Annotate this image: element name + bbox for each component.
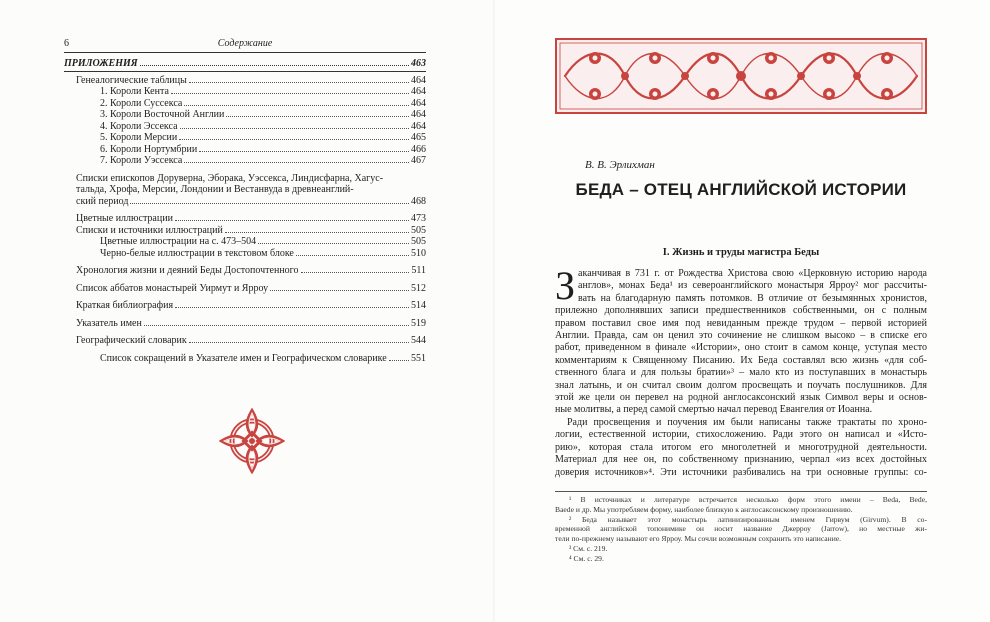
toc-entry-page: 463 [411, 58, 426, 69]
toc-entry [64, 236, 426, 248]
toc-entry-page: 473 [411, 213, 426, 224]
toc-entry-page: 544 [411, 335, 426, 346]
toc-leader-dots [184, 105, 409, 106]
toc-entry-title: 1. Короли Кента [100, 86, 169, 97]
drop-cap: З [555, 263, 576, 308]
toc-leader-dots [189, 342, 409, 343]
toc-leader-dots [179, 139, 409, 140]
toc-entry-title: Цветные иллюстрации на с. 473–504 [100, 236, 257, 247]
toc-leader-dots [296, 255, 409, 256]
toc-entry-title-line: тальда, Хрофа, Мерсии, Лондонии и Вестанвуда в древнеанглий- [76, 184, 354, 195]
toc-entry [64, 144, 426, 156]
text-line: рию», которая стала итогом его многолетней и многотрудной деятельности. [555, 441, 927, 453]
running-head [64, 38, 426, 53]
footnote-line: ² Беда называет этот монастырь латинизированным именем Гирвум (Girvum). В со- [569, 514, 927, 524]
text-line: Материал для нее он, по собственному признанию, черпал «из всех достойных [555, 454, 927, 466]
toc-entry-title: 4. Короли Эссекса [100, 120, 178, 132]
toc-entry-page: 466 [411, 143, 426, 155]
footnote [555, 515, 927, 544]
toc-entry-title: 5. Короли Мерсии [100, 132, 178, 143]
toc-entry-title: Генеалогические таблицы [76, 74, 187, 86]
toc-entry [64, 75, 426, 87]
toc-entry [64, 318, 426, 330]
article-title: БЕДА – ОТЕЦ АНГЛИЙСКОЙ ИСТОРИИ [575, 180, 907, 199]
toc-leader-dots [175, 220, 409, 221]
text-line: Англии. Правда, сам он ценил это сочинение не слишком высоко – в списке его [555, 330, 927, 342]
toc-leader-dots [258, 243, 409, 244]
toc-leader-dots [180, 128, 409, 129]
footnotes [555, 495, 927, 564]
toc-entry-title: ский период [76, 195, 129, 207]
footnote-line: ⁴ См. с. 29. [569, 553, 604, 563]
toc-entry [64, 58, 426, 72]
toc-entry-title: Черно-белые иллюстрации в текстовом блоке [100, 247, 294, 259]
toc-entry-page: 464 [411, 97, 426, 109]
toc-entry-page: 467 [411, 155, 426, 166]
footnote-line: Baede и др. Мы употребляем форму, наиболее близкую к англосаксонскому произношению. [555, 504, 853, 514]
toc-entry [76, 196, 426, 208]
toc-entry-page: 464 [411, 74, 426, 86]
toc-entry-page: 519 [411, 317, 426, 329]
text-line: правом поставил свое имя под невиданным прежде трудом – первой историей [555, 317, 927, 329]
page-number: 6 [64, 38, 69, 49]
toc-entry-page: 551 [411, 352, 426, 364]
text-line: доверия источников»⁴. Эти источники разбивались на три основные группы: со- [555, 466, 927, 478]
toc-entry-title: 6. Короли Нортумбрии [100, 143, 198, 155]
toc-entry [64, 86, 426, 98]
text-line: знал латынь, и он считал своим долгом просвещать и поучать послушников. Для [555, 379, 927, 391]
toc-entry-title: ПРИЛОЖЕНИЯ [64, 58, 138, 69]
toc-entry-title: Список сокращений в Указателе имен и Географическом словарике [100, 352, 387, 364]
toc-entry-page: 464 [411, 109, 426, 120]
toc-leader-dots [130, 203, 409, 204]
toc-leader-dots [144, 325, 409, 326]
toc-entry-title: 3. Короли Восточной Англии [100, 109, 225, 120]
footnote-line: тели по-прежнему называют его Ярроу. Мы сочли возможным сохранить это написание. [555, 534, 842, 544]
toc-entry [64, 353, 426, 365]
footnote-line: ¹ В источниках и литературе встречается несколько форм этого имени – Beda, Bede, [569, 495, 927, 504]
toc-entry-bishops [64, 173, 426, 208]
text-line: прилежно дополнявших записи предшественников собственными, он с полным [555, 305, 927, 317]
article-body [555, 263, 927, 479]
toc-entry-title: Хронология жизни и деяний Беды Достопочтенного [76, 265, 299, 276]
toc-leader-dots [184, 162, 409, 163]
text-line: логии, естественной истории, стихосложению. Ради этого он написал и «Исто- [555, 429, 927, 441]
table-of-contents [64, 58, 426, 364]
text-line: вать на благодарную память потомков. В отличие от безымянных хронистов, [578, 292, 927, 304]
toc-leader-dots [140, 65, 409, 66]
text-line: ные молитвы, а перед самой смертью начал перевод Евангелия от Иоанна. [555, 404, 873, 416]
toc-entry-page: 505 [411, 236, 426, 247]
text-line: Ради просвещения и поучения им были написаны также трактаты по хроно- [567, 416, 927, 428]
toc-entry-title: 7. Короли Уэссекса [100, 155, 183, 166]
toc-entry [64, 121, 426, 133]
toc-entry-page: 464 [411, 86, 426, 97]
text-line: аканчивая в 731 г. от Рождества Христова свою «Церковную историю народа [578, 268, 927, 279]
toc-entry-page: 510 [411, 247, 426, 259]
toc-entry-page: 468 [411, 195, 426, 207]
text-line: комментариям к Священному Писанию. Их Беда составлял всю жизнь «для соб- [555, 354, 927, 366]
footnote-rule [555, 491, 927, 492]
toc-entry [64, 283, 426, 295]
toc-entry-title: Цветные иллюстрации [76, 213, 173, 224]
section-heading: I. Жизнь и труды магистра Беды [662, 247, 820, 258]
toc-leader-dots [270, 290, 409, 291]
toc-entry-title: 2. Короли Суссекса [100, 97, 183, 109]
toc-entry [64, 265, 426, 277]
toc-leader-dots [389, 360, 409, 361]
toc-entry-title: Указатель имен [76, 317, 142, 329]
celtic-cross-knot-icon [219, 408, 285, 474]
toc-leader-dots [171, 93, 409, 94]
toc-entry-page: 512 [411, 282, 426, 294]
toc-entry-title: Географический словарик [76, 335, 187, 346]
footnote-line: временной английской топонимике он носит название Джерроу (Jarrow), но местные жи- [555, 524, 927, 534]
toc-leader-dots [226, 116, 409, 117]
toc-entry-page: 514 [411, 300, 426, 311]
text-line: этой же цели он перевел на родной англосаксонский язык Символ веры и основ- [555, 392, 927, 404]
text-line: англов», монах Беда¹ из североанглийского монастыря Ярроу² мог рассчиты- [578, 280, 927, 292]
footnote [555, 554, 927, 564]
paragraph-1 [555, 263, 927, 417]
article-author: В. В. Эрлихман [585, 159, 655, 171]
toc-leader-dots [199, 151, 409, 152]
toc-entry-title: Списки и источники иллюстраций [76, 224, 223, 236]
running-title: Содержание [217, 38, 273, 49]
toc-leader-dots [189, 82, 409, 83]
right-page [495, 0, 990, 622]
floral-scroll-banner-icon [555, 38, 927, 114]
text-line: ственного блага и для пользы братии»³ – мало кто из поступавших в монастырь [555, 367, 927, 379]
toc-entry [64, 132, 426, 144]
toc-entry-title-line: Списки епископов Доруверна, Эборака, Уэссекса, Линдисфарна, Хагус- [76, 172, 384, 184]
toc-entry [64, 300, 426, 312]
toc-entry [64, 335, 426, 347]
toc-entry-page: 465 [411, 132, 426, 143]
toc-entry-title: Список аббатов монастырей Уирмут и Ярроу [76, 282, 269, 294]
toc-entry-page: 505 [411, 224, 426, 236]
toc-entry [64, 213, 426, 225]
toc-leader-dots [301, 272, 410, 273]
toc-entry-page: 464 [411, 120, 426, 132]
footnote [555, 544, 927, 554]
footnote [555, 495, 927, 515]
footnote-line: ³ См. с. 219. [569, 543, 608, 553]
text-line: работ, приведенном в финале «Истории», оно стоит в самом конце, уступая место [555, 342, 927, 354]
toc-entry [64, 109, 426, 121]
toc-leader-dots [225, 232, 409, 233]
toc-entry [64, 155, 426, 167]
toc-entry-title: Краткая библиография [76, 300, 174, 311]
toc-entry-page: 511 [411, 265, 426, 276]
toc-entry [64, 98, 426, 110]
toc-leader-dots [175, 307, 409, 308]
paragraph-2 [555, 417, 927, 479]
toc-entry [64, 248, 426, 260]
toc-entry [64, 225, 426, 237]
